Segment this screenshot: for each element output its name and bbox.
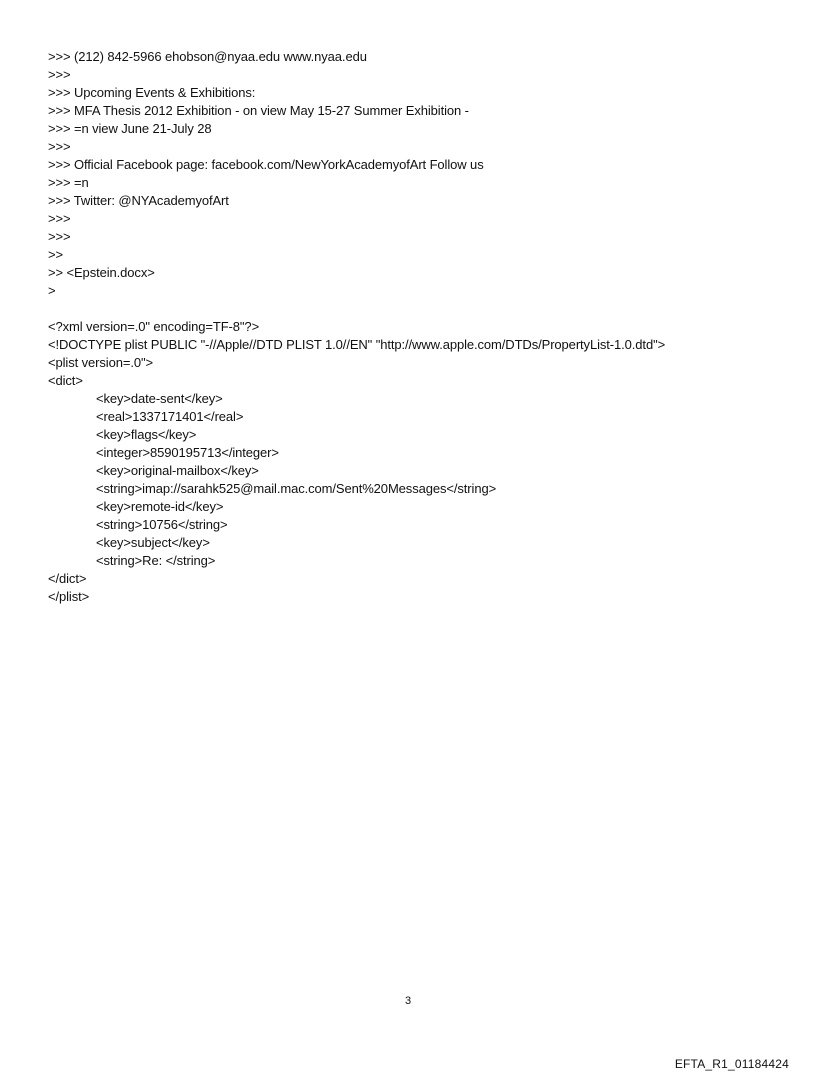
email-quoted-block — [48, 48, 788, 300]
dict-entry: <string>10756</string> — [96, 517, 228, 532]
dict-entry: <string>imap://sarahk525@mail.mac.com/Sent%20Messages</string> — [96, 481, 497, 496]
blank-line — [48, 300, 788, 318]
document-body — [48, 48, 788, 606]
email-line: >>> — [48, 229, 71, 244]
email-line: > — [48, 283, 56, 298]
page-number: 3 — [404, 995, 412, 1007]
dict-entry: <key>date-sent</key> — [96, 391, 223, 406]
dict-entry: <real>1337171401</real> — [96, 409, 244, 424]
email-line: >>> — [48, 67, 71, 82]
email-line: >>> =n — [48, 175, 89, 190]
bates-number: EFTA_R1_01184424 — [674, 1057, 789, 1071]
dict-entry: <key>subject</key> — [96, 535, 210, 550]
xml-declaration: <?xml version=.0" encoding=TF-8"?> — [48, 319, 260, 334]
dict-entry: <key>remote-id</key> — [96, 499, 224, 514]
plist-close-tag: </plist> — [48, 589, 90, 604]
email-line: >>> Twitter: @NYAcademyofArt — [48, 193, 229, 208]
dict-open-tag: <dict> — [48, 373, 83, 388]
email-line: >>> (212) 842-5966 ehobson@nyaa.edu www.nyaa.edu — [48, 49, 367, 64]
plist-block — [48, 318, 788, 606]
dict-close-tag: </dict> — [48, 571, 87, 586]
dict-entry: <key>flags</key> — [96, 427, 197, 442]
email-line: >>> — [48, 211, 71, 226]
dict-entry: <key>original-mailbox</key> — [96, 463, 259, 478]
dict-entry: <string>Re: </string> — [96, 553, 216, 568]
dict-entry: <integer>8590195713</integer> — [96, 445, 279, 460]
plist-open-tag: <plist version=.0"> — [48, 355, 153, 370]
email-line: >>> =n view June 21-July 28 — [48, 121, 212, 136]
email-line: >> — [48, 247, 63, 262]
email-line: >>> MFA Thesis 2012 Exhibition - on view May 15-27 Summer Exhibition - — [48, 103, 469, 118]
email-line: >>> Upcoming Events & Exhibitions: — [48, 85, 256, 100]
email-line: >>> Official Facebook page: facebook.com/NewYorkAcademyofArt Follow us — [48, 157, 484, 172]
doctype-line: <!DOCTYPE plist PUBLIC "-//Apple//DTD PLIST 1.0//EN" "http://www.apple.com/DTDs/PropertyList-1.0.dtd"> — [48, 337, 666, 352]
email-line: >> <Epstein.docx> — [48, 265, 155, 280]
email-line: >>> — [48, 139, 71, 154]
